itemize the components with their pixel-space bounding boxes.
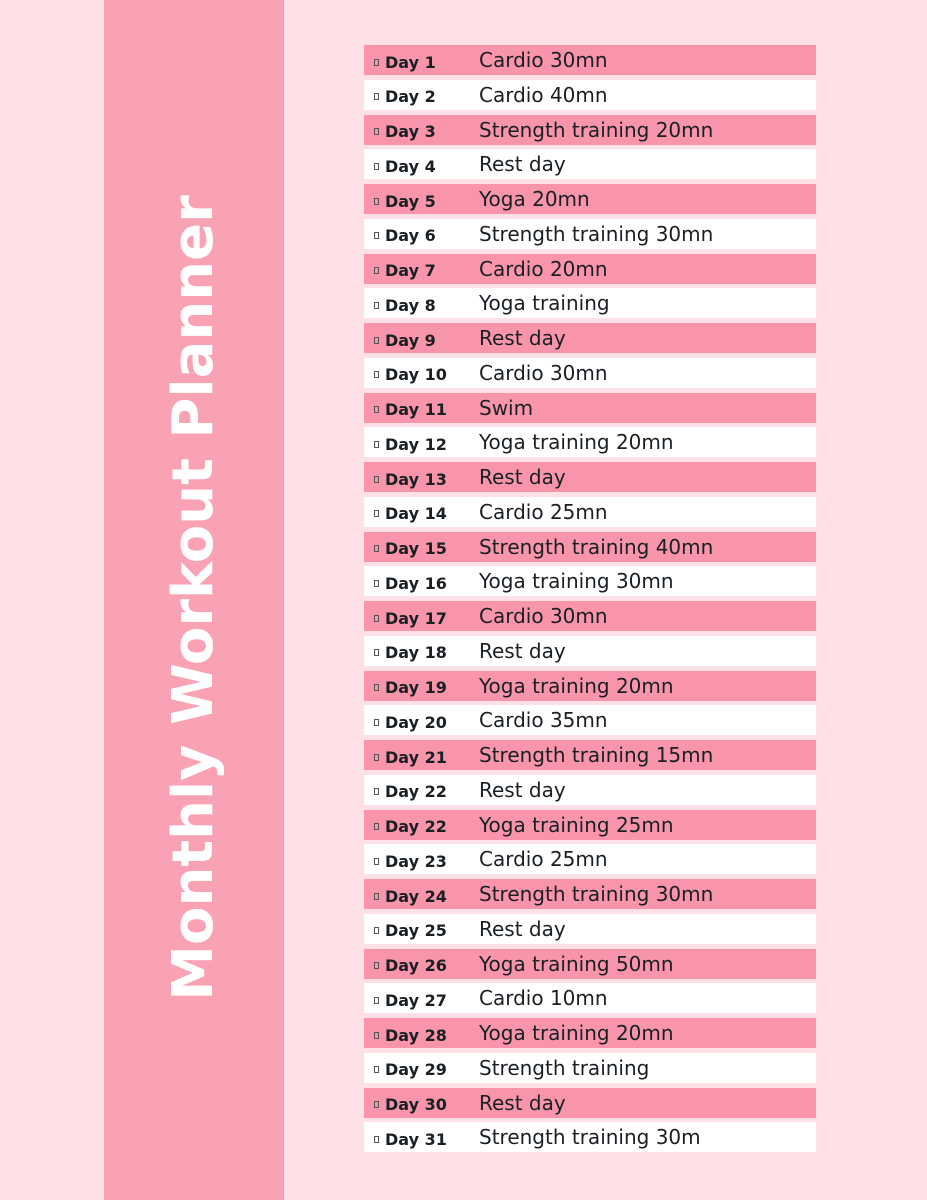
day-cell	[364, 1095, 479, 1114]
bullet-icon	[374, 406, 379, 413]
schedule-row	[364, 810, 816, 840]
day-cell	[364, 817, 479, 836]
activity-label: Cardio 30mn	[479, 604, 608, 628]
day-cell	[364, 539, 479, 558]
day-label: Day 29	[385, 1060, 447, 1080]
bullet-icon	[374, 823, 379, 830]
activity-label: Yoga training 25mn	[479, 812, 674, 837]
bullet-icon	[374, 476, 379, 483]
activity-label: Rest day	[479, 1090, 566, 1115]
activity-label: Strength training 30m	[479, 1125, 701, 1150]
activity-label: Strength training 15mn	[479, 743, 714, 767]
day-label: Day 20	[385, 712, 447, 732]
page-title: Monthly Workout Planner	[161, 195, 226, 1001]
day-label: Day 22	[385, 782, 447, 802]
schedule-row	[364, 1122, 816, 1152]
day-cell	[364, 574, 479, 593]
schedule-row	[364, 427, 816, 457]
activity-label: Rest day	[479, 465, 566, 489]
schedule-row	[364, 393, 816, 423]
day-label: Day 19	[385, 678, 447, 697]
day-label: Day 22	[385, 817, 447, 836]
activity-label: Swim	[479, 395, 534, 420]
day-cell	[364, 678, 479, 697]
day-label: Day 21	[385, 747, 447, 767]
day-label: Day 5	[385, 191, 436, 211]
activity-label: Strength training 30mn	[479, 221, 714, 246]
activity-label: Strength training 40mn	[479, 534, 714, 559]
schedule-row	[364, 740, 816, 770]
bullet-icon	[374, 962, 379, 969]
bullet-icon	[374, 59, 379, 66]
day-cell	[364, 122, 479, 141]
day-cell	[364, 852, 479, 871]
bullet-icon	[374, 927, 379, 934]
day-cell	[364, 53, 479, 72]
schedule-row	[364, 323, 816, 353]
bullet-icon	[374, 1066, 379, 1073]
day-label: Day 17	[385, 608, 447, 628]
schedule-row	[364, 879, 816, 909]
schedule-row	[364, 497, 816, 527]
schedule-row	[364, 288, 816, 318]
activity-label: Yoga training 50mn	[479, 951, 674, 976]
activity-label: Yoga training 30mn	[479, 569, 674, 594]
day-label: Day 6	[385, 226, 436, 246]
bullet-icon	[374, 788, 379, 795]
schedule-row	[364, 1018, 816, 1048]
schedule-row	[364, 219, 816, 249]
schedule-row	[364, 45, 816, 75]
day-cell	[364, 296, 479, 315]
bullet-icon	[374, 198, 379, 205]
day-label: Day 2	[385, 87, 436, 107]
day-cell	[364, 1130, 479, 1149]
activity-label: Strength training 30mn	[479, 882, 714, 906]
bullet-icon	[374, 997, 379, 1004]
bullet-icon	[374, 128, 379, 135]
day-label: Day 11	[385, 400, 447, 419]
day-cell	[364, 226, 479, 245]
activity-label: Rest day	[479, 152, 566, 177]
activity-label: Rest day	[479, 326, 566, 350]
day-cell	[364, 504, 479, 523]
day-cell	[364, 643, 479, 662]
day-label: Day 13	[385, 469, 447, 489]
day-cell	[364, 956, 479, 975]
bullet-icon	[374, 302, 379, 309]
schedule-row	[364, 983, 816, 1013]
day-label: Day 28	[385, 1025, 447, 1045]
day-label: Day 26	[385, 956, 447, 975]
day-cell	[364, 365, 479, 384]
day-cell	[364, 331, 479, 350]
day-label: Day 24	[385, 886, 447, 906]
schedule-row	[364, 1053, 816, 1083]
activity-label: Yoga training 20mn	[479, 430, 674, 455]
day-cell	[364, 782, 479, 801]
day-label: Day 3	[385, 122, 436, 141]
schedule-row	[364, 671, 816, 701]
day-cell	[364, 713, 479, 732]
day-cell	[364, 470, 479, 489]
bullet-icon	[374, 858, 379, 865]
activity-label: Cardio 20mn	[479, 256, 608, 281]
schedule-row	[364, 914, 816, 944]
day-cell	[364, 991, 479, 1010]
day-cell	[364, 157, 479, 176]
day-label: Day 10	[385, 365, 447, 385]
day-label: Day 16	[385, 573, 447, 593]
activity-label: Strength training	[479, 1055, 650, 1080]
activity-label: Yoga 20mn	[479, 187, 590, 211]
bullet-icon	[374, 684, 379, 691]
schedule-row	[364, 462, 816, 492]
bullet-icon	[374, 267, 379, 274]
day-cell	[364, 1060, 479, 1079]
day-cell	[364, 435, 479, 454]
day-cell	[364, 87, 479, 106]
day-label: Day 31	[385, 1129, 447, 1149]
day-label: Day 4	[385, 156, 436, 176]
bullet-icon	[374, 649, 379, 656]
activity-label: Rest day	[479, 638, 566, 663]
schedule-row	[364, 601, 816, 631]
day-cell	[364, 261, 479, 280]
day-label: Day 7	[385, 261, 436, 280]
day-cell	[364, 748, 479, 767]
schedule-row	[364, 80, 816, 110]
day-label: Day 23	[385, 851, 447, 871]
bullet-icon	[374, 337, 379, 344]
activity-label: Yoga training 20mn	[479, 673, 674, 698]
bullet-icon	[374, 893, 379, 900]
schedule-row	[364, 566, 816, 596]
schedule-row	[364, 532, 816, 562]
day-label: Day 27	[385, 990, 447, 1010]
schedule-row	[364, 844, 816, 874]
schedule-row	[364, 358, 816, 388]
schedule-row	[364, 949, 816, 979]
day-label: Day 14	[385, 504, 447, 524]
activity-label: Cardio 40mn	[479, 82, 608, 107]
bullet-icon	[374, 1101, 379, 1108]
activity-label: Rest day	[479, 777, 566, 802]
bullet-icon	[374, 545, 379, 552]
bullet-icon	[374, 93, 379, 100]
day-cell	[364, 921, 479, 940]
bullet-icon	[374, 1032, 379, 1039]
activity-label: Cardio 25mn	[479, 499, 608, 524]
day-label: Day 9	[385, 330, 436, 350]
bullet-icon	[374, 754, 379, 761]
activity-label: Cardio 30mn	[479, 48, 608, 72]
day-cell	[364, 609, 479, 628]
day-label: Day 25	[385, 921, 447, 941]
bullet-icon	[374, 163, 379, 170]
day-label: Day 1	[385, 52, 436, 72]
activity-label: Cardio 10mn	[479, 986, 608, 1011]
bullet-icon	[374, 719, 379, 726]
day-label: Day 18	[385, 643, 447, 663]
activity-label: Rest day	[479, 916, 566, 941]
day-cell	[364, 887, 479, 906]
day-label: Day 30	[385, 1095, 447, 1114]
bullet-icon	[374, 615, 379, 622]
day-cell	[364, 192, 479, 211]
bullet-icon	[374, 580, 379, 587]
day-label: Day 8	[385, 295, 436, 315]
day-label: Day 15	[385, 539, 447, 558]
schedule-row	[364, 115, 816, 145]
day-cell	[364, 1026, 479, 1045]
day-cell	[364, 400, 479, 419]
bullet-icon	[374, 232, 379, 239]
bullet-icon	[374, 371, 379, 378]
activity-label: Cardio 25mn	[479, 847, 608, 872]
activity-label: Yoga training 20mn	[479, 1021, 674, 1045]
schedule-row	[364, 705, 816, 735]
schedule-row	[364, 254, 816, 284]
schedule-row	[364, 149, 816, 179]
schedule-row	[364, 1088, 816, 1118]
workout-schedule-table	[364, 45, 816, 1157]
activity-label: Cardio 35mn	[479, 708, 608, 733]
schedule-row	[364, 636, 816, 666]
bullet-icon	[374, 510, 379, 517]
schedule-row	[364, 775, 816, 805]
title-container	[104, 0, 284, 1200]
schedule-row	[364, 184, 816, 214]
activity-label: Strength training 20mn	[479, 117, 714, 142]
activity-label: Yoga training	[479, 291, 610, 316]
bullet-icon	[374, 1136, 379, 1143]
bullet-icon	[374, 441, 379, 448]
day-label: Day 12	[385, 434, 447, 454]
activity-label: Cardio 30mn	[479, 360, 608, 385]
